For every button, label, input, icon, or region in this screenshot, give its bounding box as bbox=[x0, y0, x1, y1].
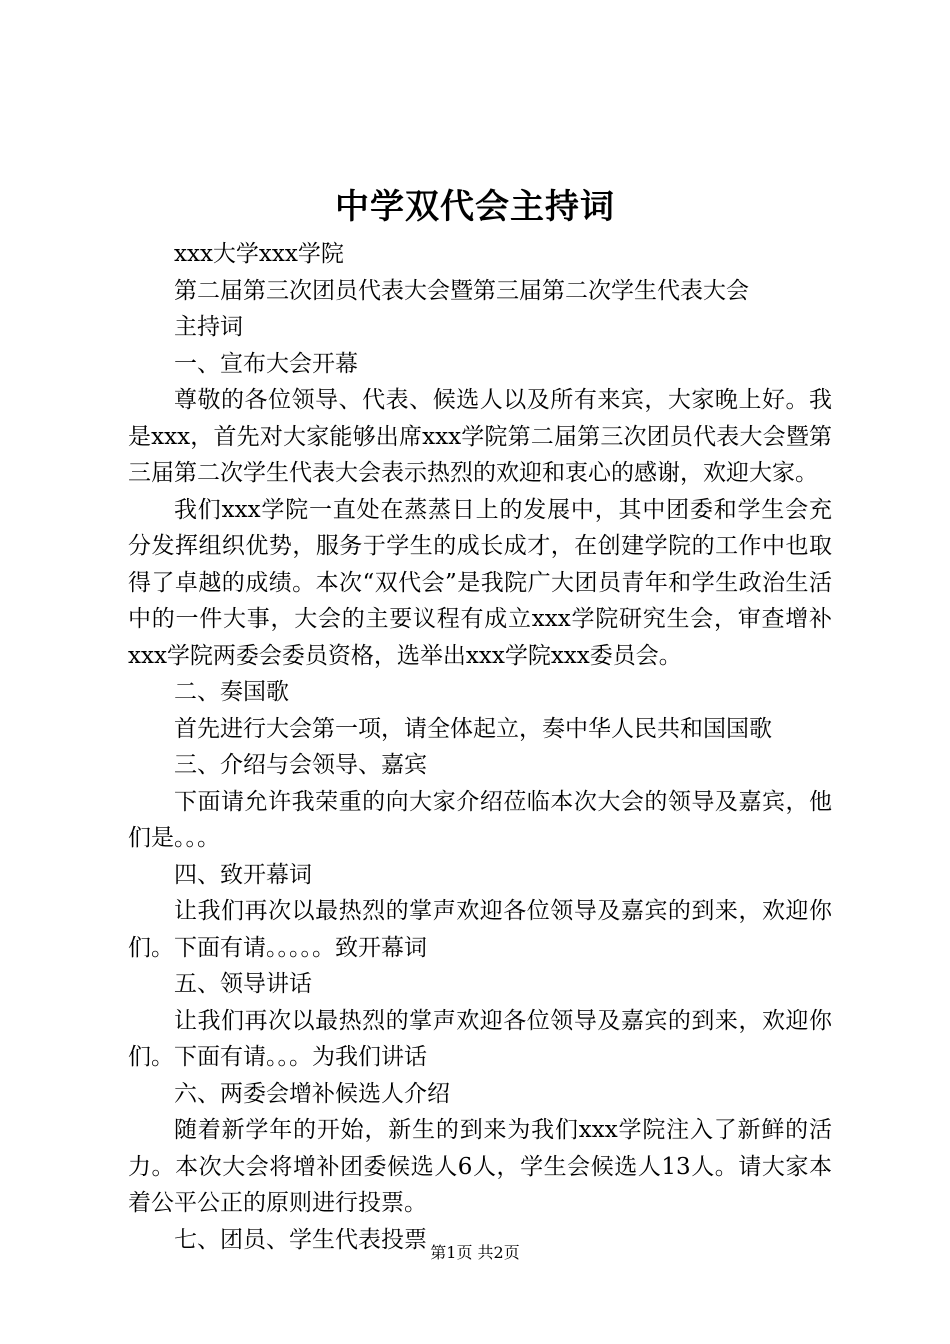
section-6-paragraph: 随着新学年的开始，新生的到来为我们xxx学院注入了新鲜的活力。本次大会将增补团委候选人6人，学生会候选人13人。请大家本着公平公正的原则进行投票。 bbox=[128, 1117, 832, 1216]
school-name-line: xxx大学xxx学院 bbox=[174, 241, 344, 267]
page-number-footer: 第1页 共2页 bbox=[430, 1243, 520, 1262]
subtitle-line: 主持词 bbox=[174, 314, 243, 340]
section-heading-3: 三、介绍与会领导、嘉宾 bbox=[174, 752, 427, 778]
section-3-paragraph: 下面请允许我荣重的向大家介绍莅临本次大会的领导及嘉宾，他们是。。。 bbox=[128, 788, 832, 851]
document-title: 中学双代会主持词 bbox=[335, 187, 615, 227]
section-heading-7: 七、团员、学生代表投票 bbox=[174, 1226, 427, 1253]
section-heading-1: 一、宣布大会开幕 bbox=[174, 350, 358, 377]
section-4-paragraph: 让我们再次以最热烈的掌声欢迎各位领导及嘉宾的到来，欢迎你们。下面有请。。。。。致开幕词 bbox=[128, 898, 832, 961]
section-1-paragraph: 尊敬的各位领导、代表、候选人以及所有来宾，大家晚上好。我是xxx，首先对大家能够出席xxx学院第二届第三次团员代表大会暨第三届第二次学生代表大会表示热烈的欢迎和衷心的感谢，欢迎大家。 bbox=[128, 387, 832, 486]
section-heading-4: 四、致开幕词 bbox=[174, 861, 312, 888]
section-heading-6: 六、两委会增补候选人介绍 bbox=[174, 1080, 450, 1107]
meeting-name-line: 第二届第三次团员代表大会暨第三届第二次学生代表大会 bbox=[174, 277, 749, 304]
section-5-paragraph: 让我们再次以最热烈的掌声欢迎各位领导及嘉宾的到来，欢迎你们。下面有请。。。为我们讲话 bbox=[128, 1007, 832, 1070]
section-2-paragraph: 首先进行大会第一项，请全体起立，奏中华人民共和国国歌 bbox=[174, 715, 772, 742]
section-1-paragraph-2: 我们xxx学院一直处在蒸蒸日上的发展中，其中团委和学生会充分发挥组织优势，服务于学生的成长成才，在创建学院的工作中也取得了卓越的成绩。本次“双代会”是我院广大团员青年和学生政治生活中的一件大事，大会的主要议程有成立xxx学院研究生会，审查增补xxx学院两委会委员资格，选举出xxx学院xxx委员会。 bbox=[128, 496, 832, 669]
document-body bbox=[128, 236, 832, 1258]
section-heading-5: 五、领导讲话 bbox=[174, 971, 312, 997]
section-heading-2: 二、奏国歌 bbox=[174, 679, 289, 705]
